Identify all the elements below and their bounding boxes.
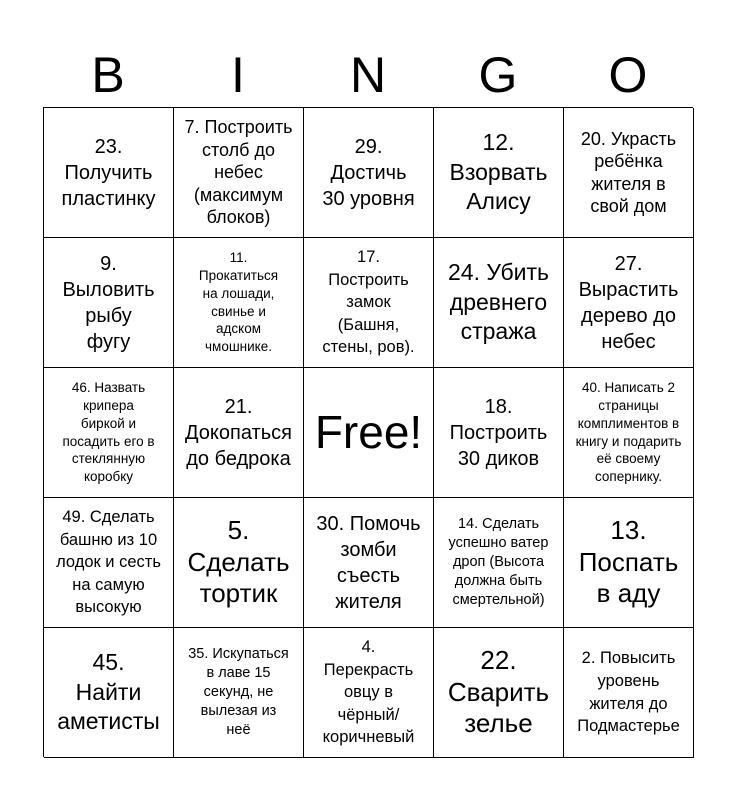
bingo-cell-r4-c1[interactable]: 49. Сделать башню из 10 лодок и сесть на самую высокую <box>44 498 174 628</box>
bingo-cell-r1-c5[interactable]: 20. Украсть ребёнка жителя в свой дом <box>564 108 694 238</box>
bingo-cell-r4-c5[interactable]: 13. Поспать в аду <box>564 498 694 628</box>
bingo-header <box>43 44 693 106</box>
bingo-free-space[interactable]: Free! <box>304 368 434 498</box>
header-letter-n: N <box>349 47 387 103</box>
bingo-cell-r5-c2[interactable]: 35. Искупаться в лаве 15 секунд, не вылезая из неё <box>174 628 304 758</box>
bingo-cell-r4-c3[interactable]: 30. Помочь зомби съесть жителя <box>304 498 434 628</box>
bingo-cell-r4-c4[interactable]: 14. Сделать успешно ватер дроп (Высота должна быть смертельной) <box>434 498 564 628</box>
header-letter-i: I <box>231 47 245 103</box>
header-letter-o: O <box>608 47 648 103</box>
bingo-cell-r5-c3[interactable]: 4. Перекрасть овцу в чёрный/ коричневый <box>304 628 434 758</box>
bingo-cell-r2-c1[interactable]: 9. Выловить рыбу фугу <box>44 238 174 368</box>
bingo-cell-r3-c2[interactable]: 21. Докопаться до бедрока <box>174 368 304 498</box>
bingo-cell-r3-c5[interactable]: 40. Написать 2 страницы комплиментов в книгу и подарить её своему сопернику. <box>564 368 694 498</box>
header-letter-b: B <box>91 47 125 103</box>
bingo-cell-r2-c2[interactable]: 11. Прокатиться на лошади, свинье и адском чмошнике. <box>174 238 304 368</box>
bingo-cell-r2-c5[interactable]: 27. Вырастить дерево до небес <box>564 238 694 368</box>
bingo-cell-r3-c1[interactable]: 46. Назвать крипера биркой и посадить его в стеклянную коробку <box>44 368 174 498</box>
bingo-cell-r1-c2[interactable]: 7. Построить столб до небес (максимум блоков) <box>174 108 304 238</box>
bingo-cell-r1-c4[interactable]: 12. Взорвать Алису <box>434 108 564 238</box>
bingo-cell-r1-c3[interactable]: 29. Достичь 30 уровня <box>304 108 434 238</box>
bingo-cell-r2-c3[interactable]: 17. Построить замок (Башня, стены, ров). <box>304 238 434 368</box>
bingo-cell-r1-c1[interactable]: 23. Получить пластинку <box>44 108 174 238</box>
bingo-cell-r3-c4[interactable]: 18. Построить 30 диков <box>434 368 564 498</box>
bingo-cell-r5-c4[interactable]: 22. Сварить зелье <box>434 628 564 758</box>
bingo-cell-r5-c5[interactable]: 2. Повысить уровень жителя до Подмастерье <box>564 628 694 758</box>
bingo-card-grid <box>43 107 693 757</box>
bingo-cell-r2-c4[interactable]: 24. Убить древнего стража <box>434 238 564 368</box>
bingo-cell-r4-c2[interactable]: 5. Сделать тортик <box>174 498 304 628</box>
bingo-cell-r5-c1[interactable]: 45. Найти аметисты <box>44 628 174 758</box>
header-letter-g: G <box>478 47 518 103</box>
